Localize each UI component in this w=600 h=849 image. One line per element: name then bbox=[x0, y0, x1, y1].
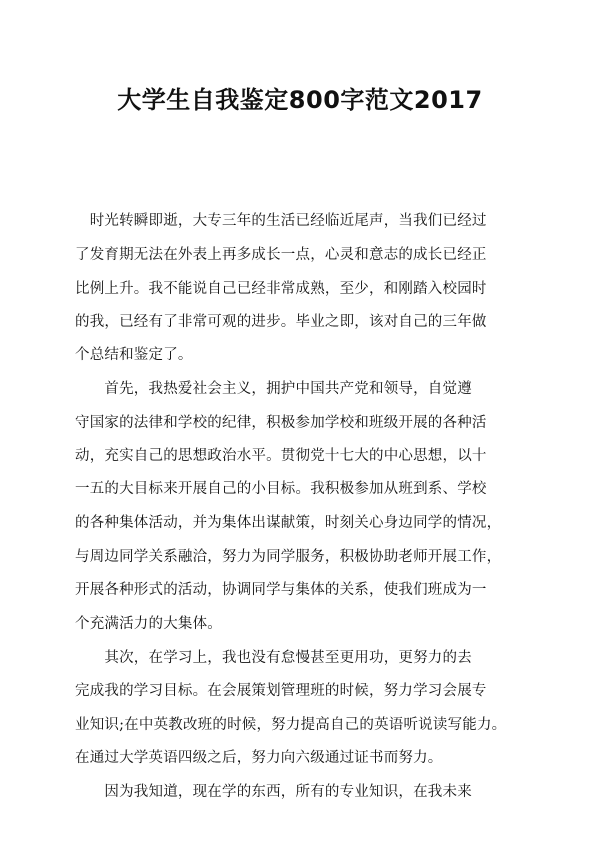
body-line: 其次，在学习上，我也没有怠慢甚至更用功，更努力的去 bbox=[75, 650, 472, 666]
body-line: 因为我知道，现在学的东西，所有的专业知识，在我未来 bbox=[75, 784, 472, 800]
body-line: 与周边同学关系融洽，努力为同学服务，积极协助老师开展工作， bbox=[75, 549, 502, 565]
body-line: 动，充实自己的思想政治水平。贯彻党十七大的中心思想，以十 bbox=[75, 448, 487, 464]
body-line: 业知识;在中英教改班的时候，努力提高自己的英语听说读写能力。 bbox=[75, 717, 507, 733]
body-line: 一五的大目标来开展自己的小目标。我积极参加从班到系、学校 bbox=[75, 481, 487, 497]
body-line: 比例上升。我不能说自己已经非常成熟，至少，和刚踏入校园时 bbox=[75, 281, 487, 297]
document-title: 大学生自我鉴定800字范文2017 bbox=[117, 86, 483, 114]
body-line: 的各种集体活动，并为集体出谋献策，时刻关心身边同学的情况， bbox=[75, 515, 502, 531]
body-line: 在通过大学英语四级之后，努力向六级通过证书而努力。 bbox=[75, 750, 443, 766]
body-line: 完成我的学习目标。在会展策划管理班的时候，努力学习会展专 bbox=[75, 683, 487, 699]
body-line: 开展各种形式的活动，协调同学与集体的关系，使我们班成为一 bbox=[75, 582, 487, 598]
body-line: 个总结和鉴定了。 bbox=[75, 347, 193, 363]
body-line: 守国家的法律和学校的纪律，积极参加学校和班级开展的各种活 bbox=[75, 415, 487, 431]
body-line: 的我，已经有了非常可观的进步。毕业之即，该对自己的三年做 bbox=[75, 314, 487, 330]
body-line: 时光转瞬即逝，大专三年的生活已经临近尾声，当我们已经过 bbox=[75, 213, 487, 229]
body-line: 了发育期无法在外表上再多成长一点，心灵和意志的成长已经正 bbox=[75, 247, 487, 263]
body-line: 个充满活力的大集体。 bbox=[75, 616, 222, 632]
body-line: 首先，我热爱社会主义，拥护中国共产党和领导，自觉遵 bbox=[75, 381, 472, 397]
